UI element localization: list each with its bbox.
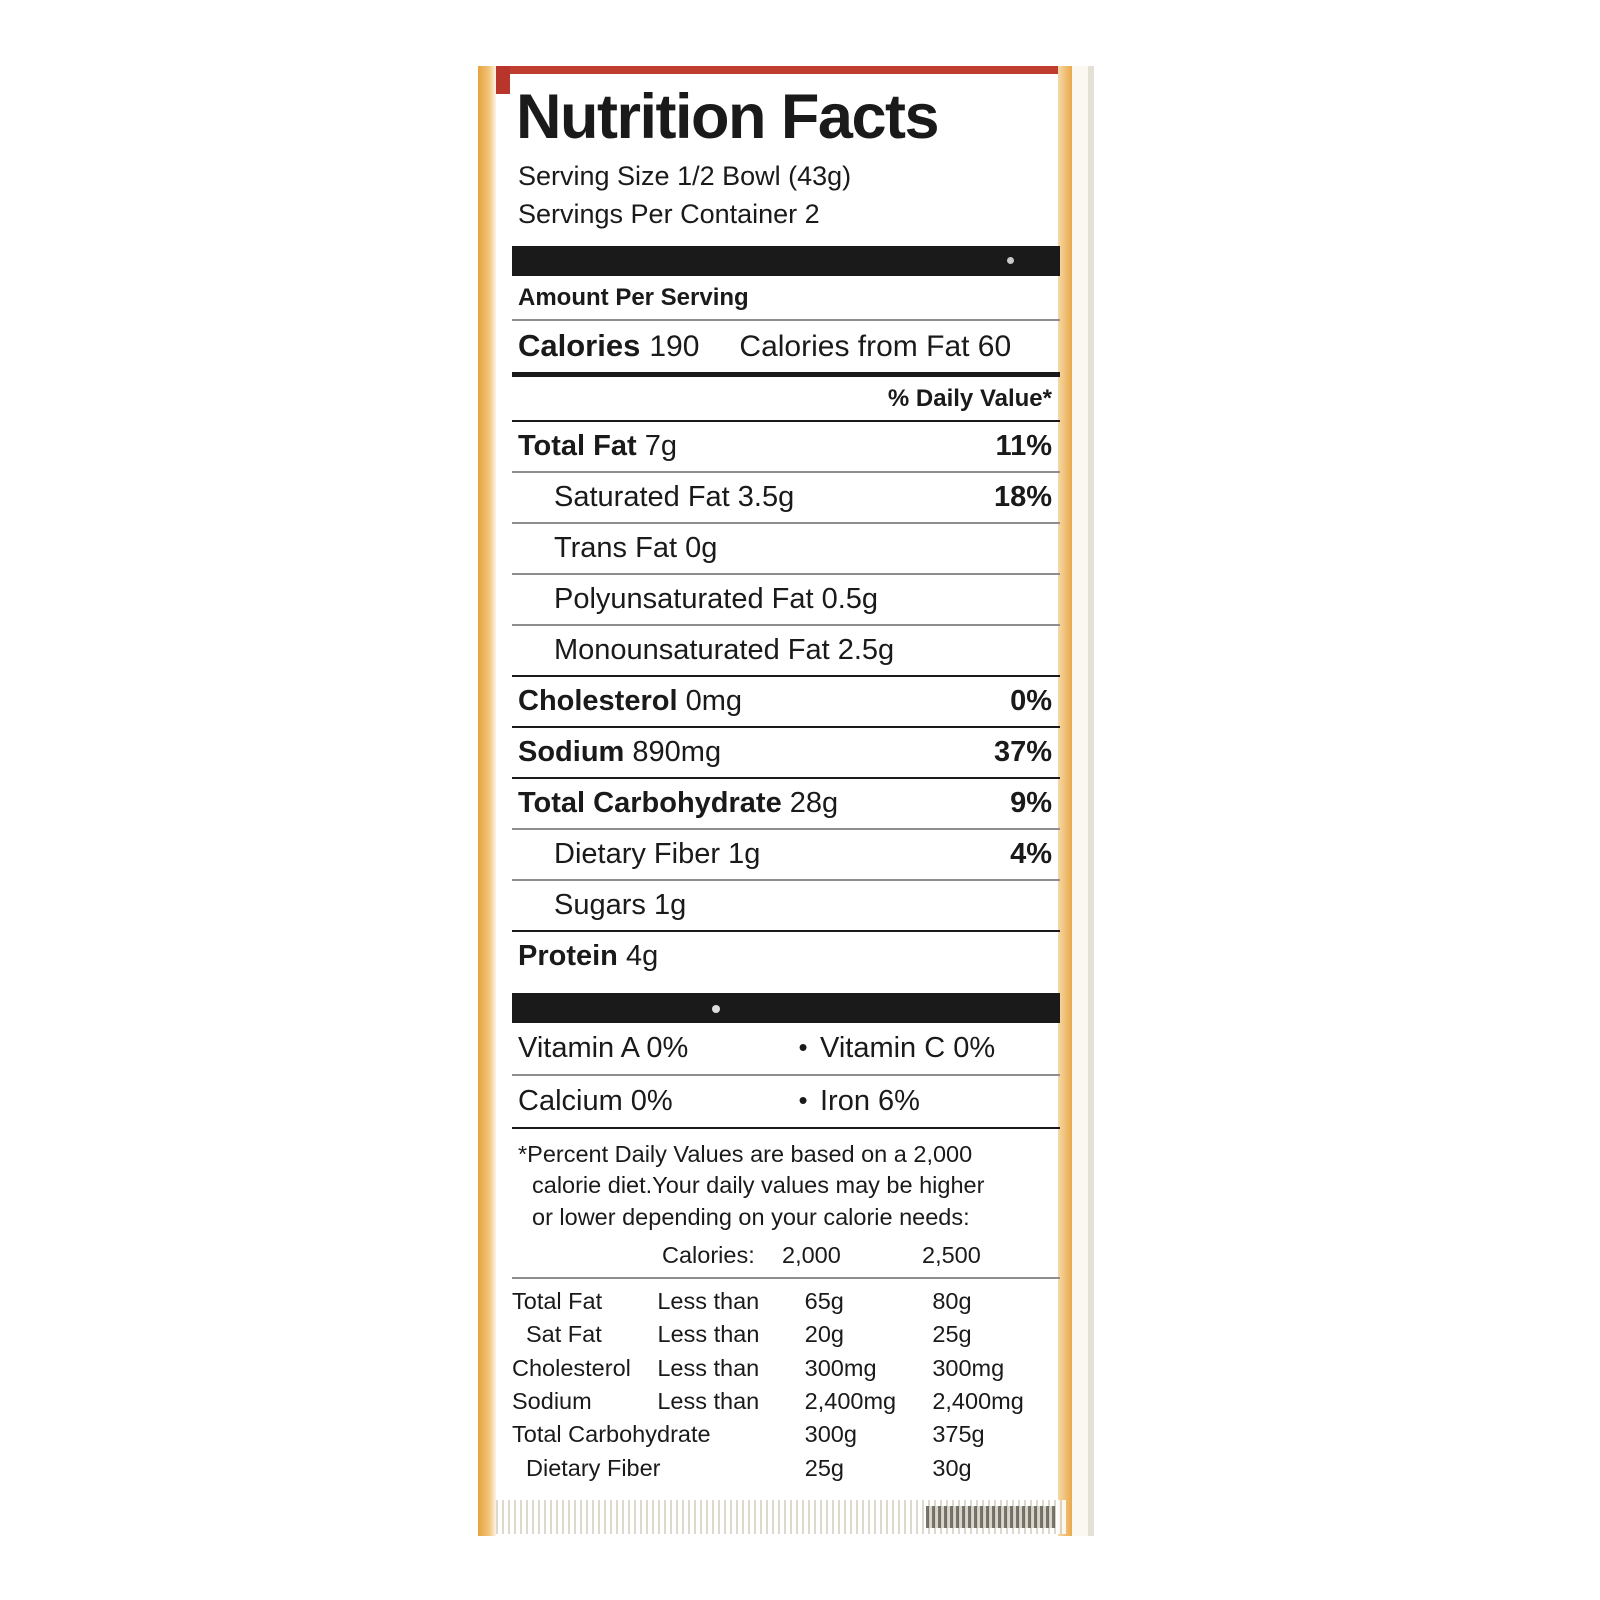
dv-table-row (512, 1385, 1060, 1418)
nutrient-row-monounsaturated-fat (512, 626, 1060, 675)
panel-left-orange-edge (478, 66, 496, 1536)
daily-value-header: % Daily Value* (887, 384, 1052, 412)
panel-top-red-stripe (510, 66, 1070, 74)
nutrient-pct: 37% (993, 735, 1052, 768)
nutrient-amount: 0g (685, 531, 718, 564)
dv-qualifier: Less than (657, 1387, 760, 1414)
dv-2000: 300mg (804, 1354, 877, 1381)
nutrient-amount: 0.5g (821, 582, 879, 615)
nutrient-amount: 1g (728, 837, 761, 870)
calories-col-label: Calories: (662, 1241, 755, 1268)
nutrient-row-total-fat (512, 422, 1060, 471)
nutrient-name: Total Fat (518, 429, 637, 462)
dv-2000: 25g (804, 1454, 844, 1481)
nutrient-row-saturated-fat (512, 473, 1060, 522)
dv-nutrient: Total Fat (512, 1287, 603, 1314)
heavy-rule-middle (512, 993, 1060, 1023)
nutrient-amount: 1g (653, 888, 687, 921)
nutrient-amount: 3.5g (737, 480, 795, 513)
nutrient-pct: 9% (1010, 786, 1052, 819)
nutrient-row-trans-fat (512, 524, 1060, 573)
dv-2000: 65g (804, 1287, 844, 1314)
nutrient-row-protein (512, 932, 1060, 981)
bottom-edge-dark-patch (926, 1506, 1056, 1528)
nutrient-name: Total Carbohydrate (518, 786, 782, 819)
nutrient-pct: 18% (993, 480, 1052, 513)
nutrient-amount: 7g (644, 429, 678, 462)
panel-right-white-edge (1072, 66, 1088, 1536)
nutrient-name: Trans Fat (554, 531, 678, 564)
dv-table-row (512, 1452, 1060, 1485)
footnote-line-3: or lower depending on your calorie needs: (532, 1204, 970, 1231)
dv-nutrient: Sat Fat (526, 1321, 602, 1348)
panel-right-orange-edge (1058, 66, 1072, 1536)
nutrient-amount: 2.5g (837, 633, 895, 666)
dv-nutrient: Total Carbohydrate (512, 1421, 711, 1448)
nutrient-pct: 0% (1010, 684, 1052, 717)
package-bottom-edge (496, 1500, 1066, 1534)
panel-left-red-corner (496, 66, 510, 94)
dv-nutrient: Cholesterol (512, 1354, 631, 1381)
calories-label: Calories (518, 327, 641, 363)
nutrient-name: Polyunsaturated Fat (554, 582, 814, 615)
nutrient-amount: 28g (789, 786, 839, 819)
print-speck (1007, 257, 1014, 264)
calories-row (512, 321, 1060, 372)
nutrient-row-polyunsaturated-fat (512, 575, 1060, 624)
dv-2000: 2,400mg (804, 1387, 897, 1414)
amount-per-serving-heading: Amount Per Serving (518, 283, 749, 311)
nutrient-row-sugars (512, 881, 1060, 930)
footnote-block (512, 1129, 1060, 1236)
dv-table-row (512, 1285, 1060, 1318)
dv-table-row (512, 1352, 1060, 1385)
dv-2500: 80g (932, 1287, 972, 1314)
bullet-icon: • (798, 1084, 808, 1115)
nutrient-name: Sodium (518, 735, 625, 768)
nutrient-pct: 4% (1010, 837, 1052, 870)
nutrient-amount: 4g (625, 939, 659, 972)
heavy-rule-top (512, 246, 1060, 276)
panel-far-right-edge (1088, 66, 1094, 1536)
dv-table-row (512, 1318, 1060, 1351)
vitamin-row-1 (512, 1023, 1060, 1074)
vitamin-a-value: Vitamin A 0% (518, 1031, 689, 1064)
vitamin-c-value: Vitamin C 0% (820, 1031, 996, 1064)
dv-2500: 300mg (932, 1354, 1005, 1381)
dv-2500: 30g (932, 1454, 972, 1481)
nutrient-name: Protein (518, 939, 618, 972)
dv-qualifier: Less than (657, 1354, 760, 1381)
dv-2000: 20g (804, 1321, 844, 1348)
dv-2500: 2,400mg (932, 1387, 1024, 1414)
nutrition-facts-title: Nutrition Facts (516, 82, 939, 152)
nutrient-amount: 890mg (632, 735, 722, 768)
dv-2500: 375g (932, 1421, 985, 1448)
calories-col-2500: 2,500 (922, 1241, 981, 1268)
nutrient-amount: 0mg (685, 684, 743, 717)
nutrition-facts-label (512, 80, 1060, 1485)
iron-value: Iron 6% (820, 1084, 920, 1117)
nutrient-row-cholesterol (512, 677, 1060, 726)
dv-2500: 25g (932, 1321, 972, 1348)
nutrient-name: Monounsaturated Fat (554, 633, 830, 666)
vitamin-row-2 (512, 1076, 1060, 1127)
dv-qualifier: Less than (657, 1287, 760, 1314)
nutrient-row-total-carbohydrate (512, 779, 1060, 828)
daily-values-reference-table (512, 1279, 1060, 1485)
nutrient-pct: 11% (995, 429, 1052, 462)
calories-col-2000: 2,000 (782, 1241, 841, 1268)
nutrient-name: Sugars (554, 888, 646, 921)
servings-per-container-text: Servings Per Container 2 (518, 199, 820, 230)
calorie-columns-header (512, 1236, 1060, 1277)
nutrient-row-dietary-fiber (512, 830, 1060, 879)
print-speck-2 (712, 1005, 720, 1013)
nutrient-name: Dietary Fiber (554, 837, 720, 870)
nutrient-name: Saturated Fat (554, 480, 730, 513)
calories-value: 190 (649, 329, 700, 363)
footnote-line-1: *Percent Daily Values are based on a 2,000 (518, 1140, 973, 1167)
bullet-icon: • (798, 1031, 808, 1062)
dv-qualifier: Less than (657, 1321, 760, 1348)
calcium-value: Calcium 0% (518, 1084, 673, 1117)
dv-2000: 300g (804, 1421, 857, 1448)
serving-size-text: Serving Size 1/2 Bowl (43g) (518, 161, 852, 191)
nutrient-row-sodium (512, 728, 1060, 777)
dv-nutrient: Sodium (512, 1387, 592, 1414)
nutrient-name: Cholesterol (518, 684, 678, 717)
dv-table-row (512, 1418, 1060, 1451)
calories-from-fat: Calories from Fat 60 (739, 329, 1012, 363)
dv-nutrient: Dietary Fiber (526, 1454, 661, 1481)
footnote-line-2: calorie diet.Your daily values may be higher (532, 1172, 985, 1199)
